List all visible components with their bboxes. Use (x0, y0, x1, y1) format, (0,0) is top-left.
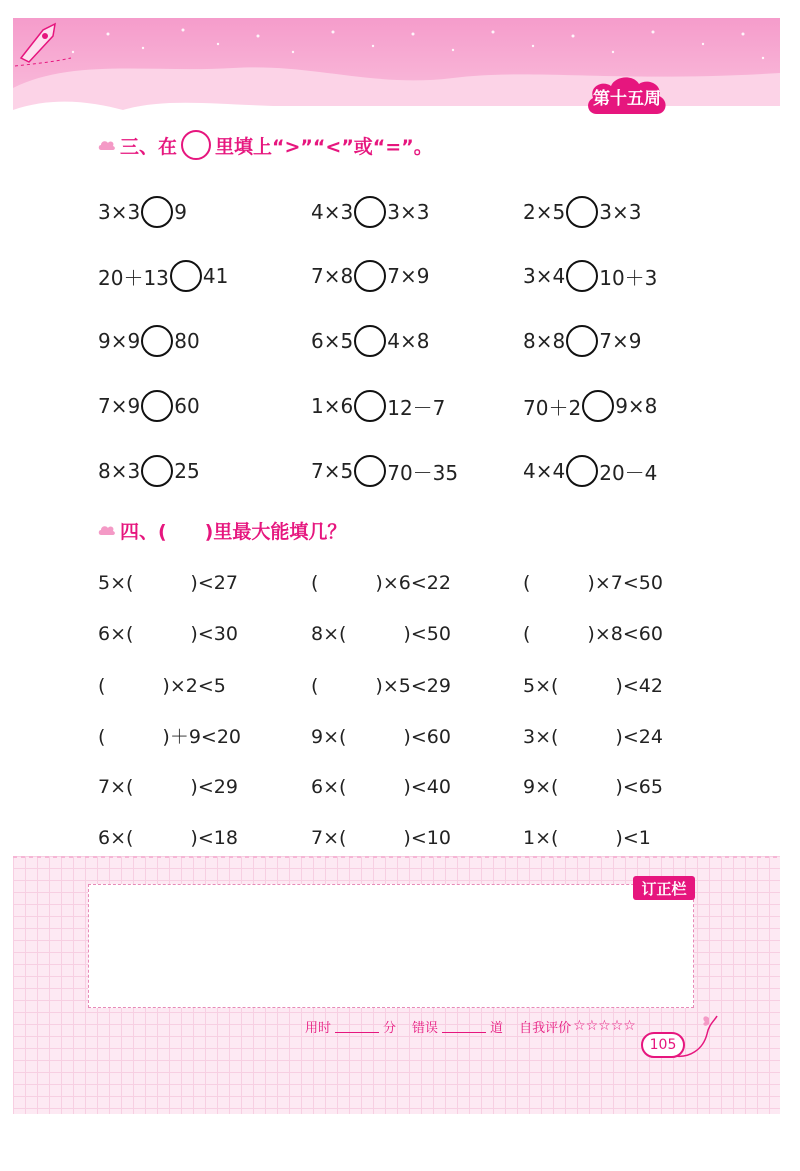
compare-row (13, 388, 780, 424)
compare-right: 70－35 (387, 460, 459, 485)
compare-right: 9 (174, 200, 187, 224)
compare-right: 12－7 (387, 395, 446, 420)
compare-item (98, 323, 200, 359)
fill-item[interactable]: 6×( )<30 (98, 622, 238, 645)
compare-left: 8×3 (98, 459, 141, 483)
compare-left: 4×3 (311, 200, 354, 224)
section3-title (98, 130, 433, 160)
correction-box[interactable] (88, 884, 694, 1008)
compare-item (523, 258, 657, 294)
workbook-page (13, 18, 780, 1114)
compare-left: 7×9 (98, 394, 141, 418)
answer-circle[interactable] (141, 325, 173, 357)
time-label: 用时 (305, 1020, 332, 1036)
compare-left: 20＋13 (98, 265, 169, 290)
question-unit: 道 (490, 1020, 504, 1036)
section4-title (98, 515, 346, 545)
compare-right: 9×8 (615, 394, 658, 418)
page-number: 105 (641, 1032, 685, 1058)
compare-item (311, 388, 445, 424)
title-circle-icon (181, 130, 211, 160)
error-blank[interactable] (442, 1019, 486, 1033)
fill-item[interactable]: 9×( )<60 (311, 725, 451, 748)
error-label: 错误 (412, 1020, 439, 1036)
compare-row (13, 258, 780, 294)
answer-circle[interactable] (354, 196, 386, 228)
compare-left: 6×5 (311, 329, 354, 353)
compare-right: 60 (174, 394, 200, 418)
time-blank[interactable] (335, 1019, 379, 1033)
answer-circle[interactable] (582, 390, 614, 422)
answer-circle[interactable] (141, 455, 173, 487)
fill-item[interactable]: 6×( )<18 (98, 826, 238, 849)
fill-item[interactable]: 8×( )<50 (311, 622, 451, 645)
rating-stars[interactable]: ☆☆☆☆☆ (573, 1018, 636, 1034)
self-eval-label: 自我评价 (519, 1020, 572, 1036)
compare-left: 7×8 (311, 264, 354, 288)
answer-circle[interactable] (566, 455, 598, 487)
answer-circle[interactable] (141, 196, 173, 228)
fill-item[interactable]: ( )×7<50 (523, 571, 663, 594)
fill-item[interactable]: ( )＋9<20 (98, 725, 242, 748)
section3-title-suffix: 里填上“>”“<”或“=”。 (215, 135, 433, 158)
week-badge (585, 74, 669, 118)
answer-circle[interactable] (354, 260, 386, 292)
fill-row (13, 566, 780, 596)
compare-left: 9×9 (98, 329, 141, 353)
compare-right: 7×9 (387, 264, 430, 288)
cloud-bullet-icon (98, 524, 116, 536)
compare-item (523, 453, 657, 489)
fill-row (13, 720, 780, 750)
compare-right: 20－4 (599, 460, 658, 485)
compare-row (13, 323, 780, 359)
compare-left: 7×5 (311, 459, 354, 483)
section4-title-text: 四、( )里最大能填几？ (120, 520, 347, 543)
compare-left: 1×6 (311, 394, 354, 418)
fill-item[interactable]: 7×( )<29 (98, 775, 238, 798)
compare-right: 80 (174, 329, 200, 353)
compare-item (523, 388, 657, 424)
fill-row (13, 669, 780, 699)
compare-item (523, 323, 641, 359)
compare-row (13, 453, 780, 489)
compare-item (311, 453, 458, 489)
answer-circle[interactable] (354, 390, 386, 422)
compare-item (311, 258, 429, 294)
answer-circle[interactable] (566, 325, 598, 357)
fill-item[interactable]: 1×( )<1 (523, 826, 651, 849)
answer-circle[interactable] (170, 260, 202, 292)
minute-unit: 分 (383, 1020, 397, 1036)
fill-item[interactable]: 9×( )<65 (523, 775, 663, 798)
compare-left: 3×4 (523, 264, 566, 288)
rocket-icon (13, 18, 73, 68)
answer-circle[interactable] (566, 260, 598, 292)
fill-item[interactable]: 3×( )<24 (523, 725, 663, 748)
compare-left: 4×4 (523, 459, 566, 483)
fill-row (13, 617, 780, 647)
perforation-edge (13, 856, 780, 862)
compare-right: 41 (202, 264, 229, 288)
stats-line (305, 1016, 636, 1036)
compare-row (13, 194, 780, 230)
answer-circle[interactable] (566, 196, 598, 228)
section3-title-prefix: 三、在 (120, 135, 178, 158)
compare-item (311, 194, 429, 230)
compare-item (98, 258, 228, 294)
answer-circle[interactable] (354, 325, 386, 357)
compare-right: 4×8 (387, 329, 430, 353)
answer-circle[interactable] (141, 390, 173, 422)
compare-right: 3×3 (387, 200, 430, 224)
compare-right: 3×3 (599, 200, 642, 224)
correction-label: 订正栏 (633, 876, 695, 900)
compare-left: 8×8 (523, 329, 566, 353)
compare-left: 70＋2 (523, 395, 582, 420)
fill-item[interactable]: ( )×8<60 (523, 622, 663, 645)
fill-item[interactable]: 7×( )<10 (311, 826, 451, 849)
compare-item (311, 323, 429, 359)
answer-circle[interactable] (354, 455, 386, 487)
compare-item (98, 388, 200, 424)
compare-left: 2×5 (523, 200, 566, 224)
compare-item (98, 194, 187, 230)
compare-left: 3×3 (98, 200, 141, 224)
compare-right: 25 (174, 459, 200, 483)
week-label: 第十五周 (593, 89, 661, 109)
fill-item[interactable]: ( )×6<22 (311, 571, 451, 594)
compare-right: 10＋3 (599, 265, 658, 290)
fill-item[interactable]: ( )×5<29 (311, 674, 451, 697)
fill-row (13, 770, 780, 800)
compare-item (523, 194, 641, 230)
fill-item[interactable]: 5×( )<27 (98, 571, 238, 594)
fill-item[interactable]: ( )×2<5 (98, 674, 226, 697)
fill-item[interactable]: 6×( )<40 (311, 775, 451, 798)
compare-right: 7×9 (599, 329, 642, 353)
compare-item (98, 453, 200, 489)
fill-row (13, 821, 780, 851)
cloud-bullet-icon (98, 139, 116, 151)
header-band (13, 18, 780, 128)
fill-item[interactable]: 5×( )<42 (523, 674, 663, 697)
